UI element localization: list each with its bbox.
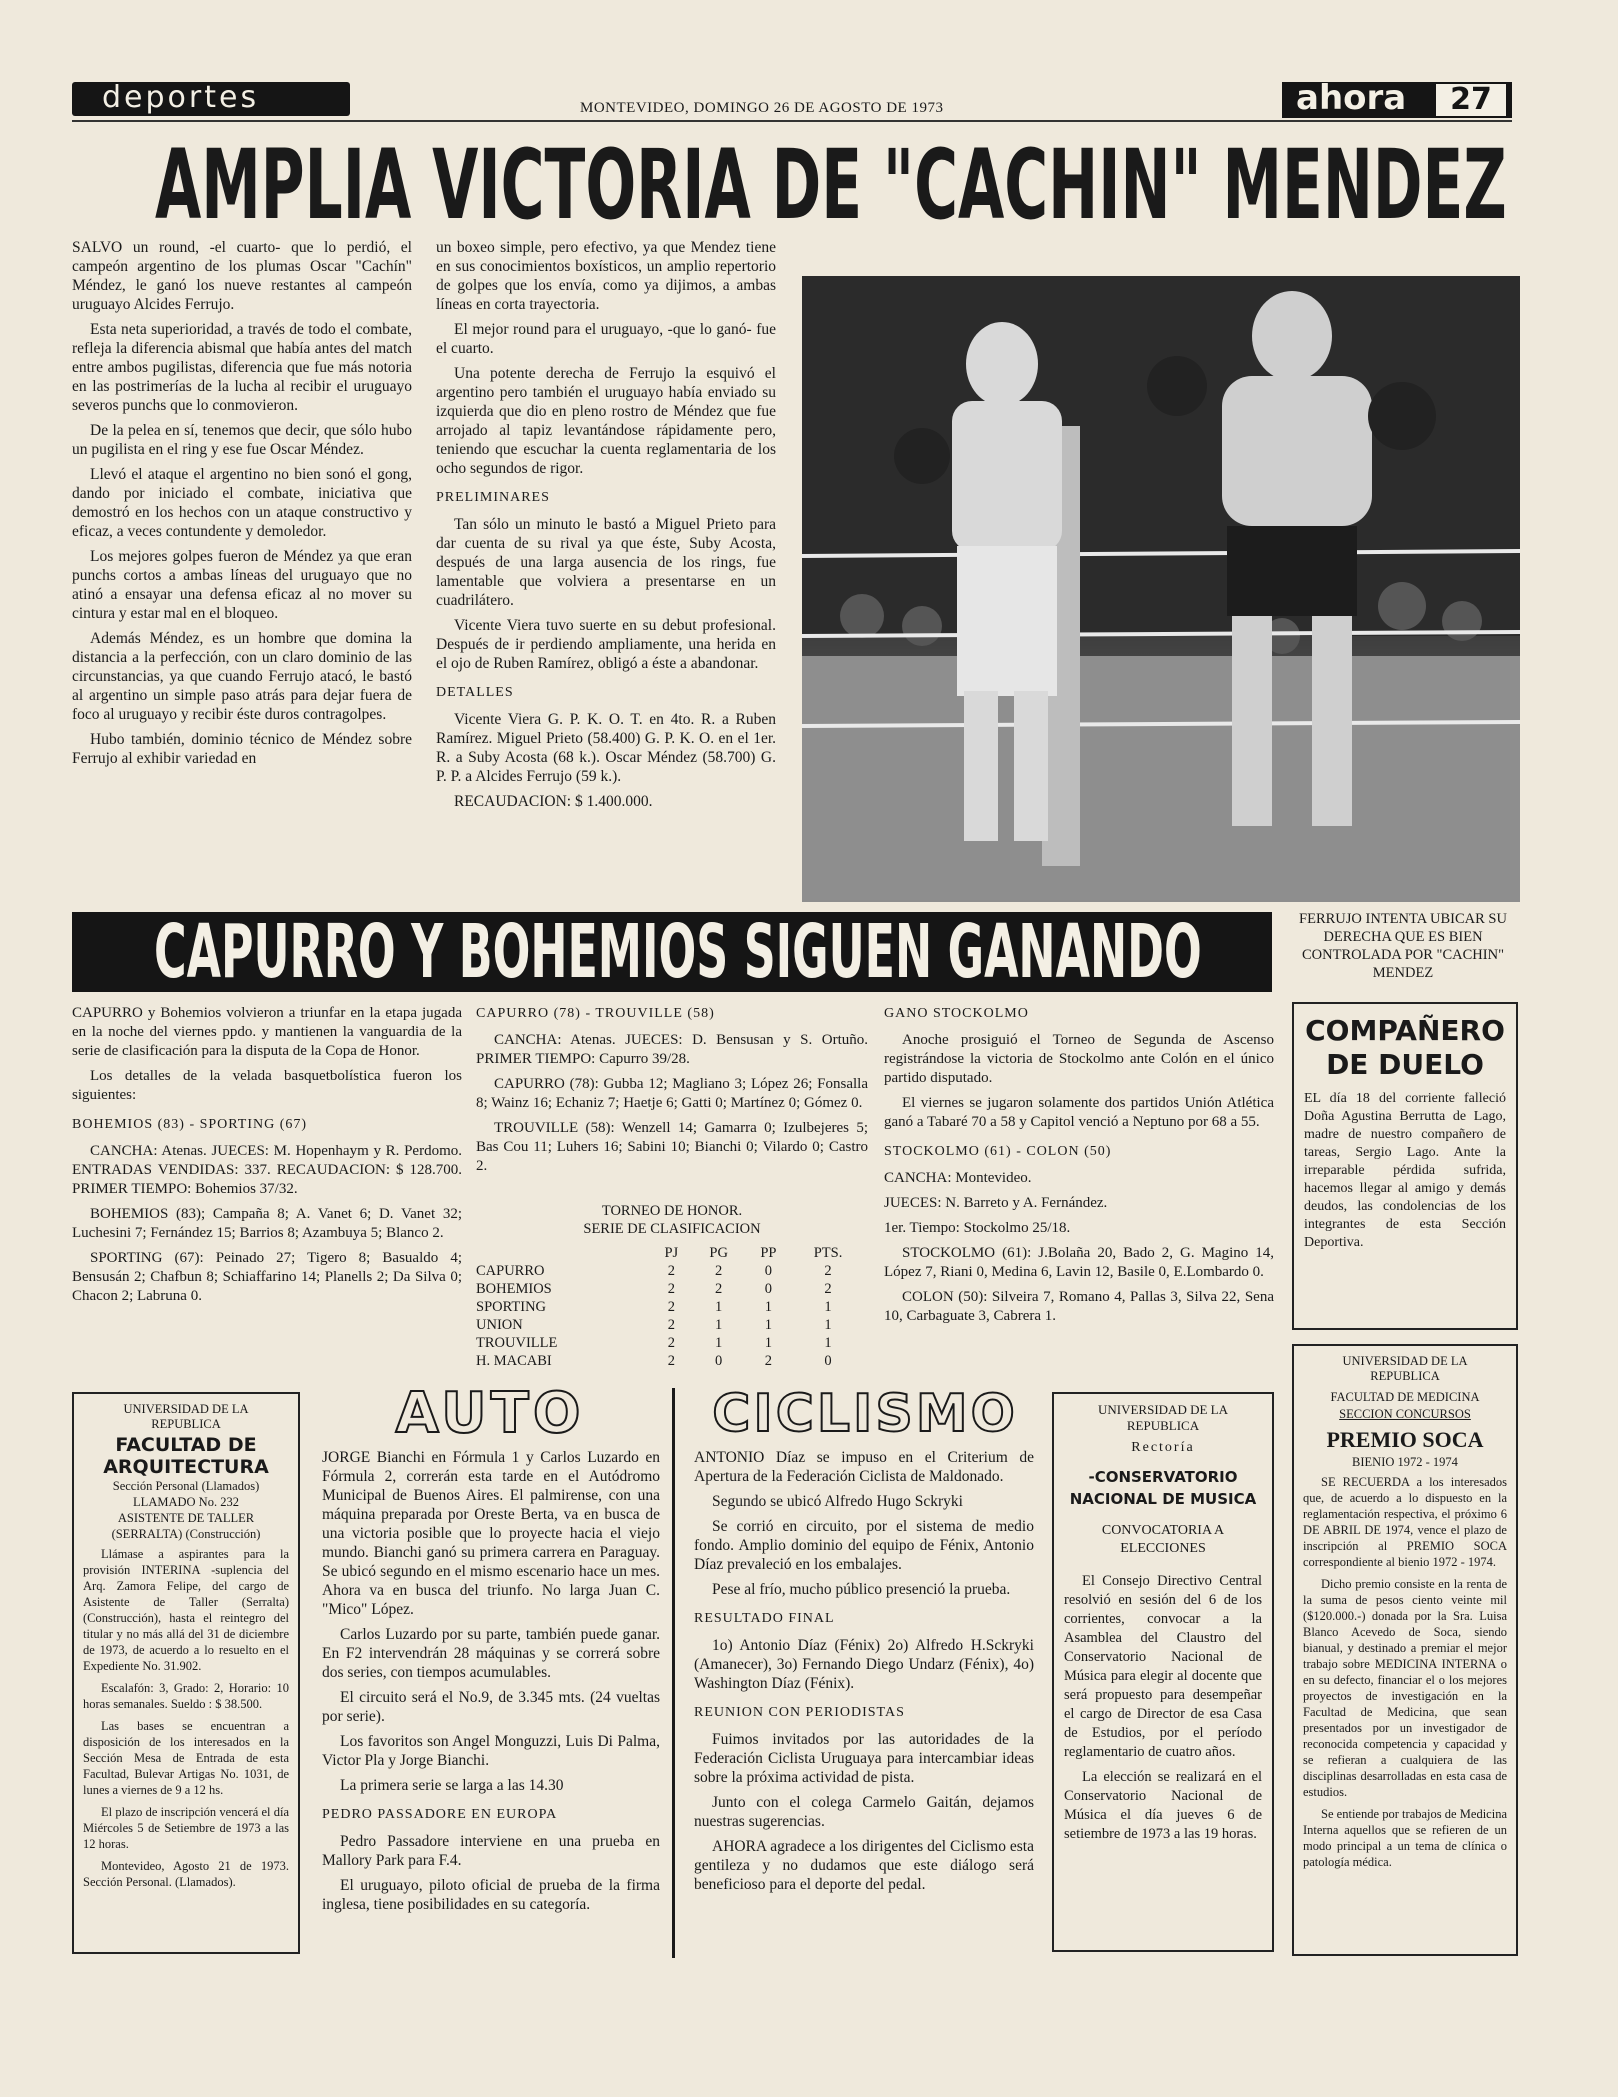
team-name: H. MACABI [476,1353,552,1369]
premio-institution: UNIVERSIDAD DE LA [1342,1354,1468,1368]
game1-paragraph: CANCHA: Atenas. JUECES: M. Hopenhaym y R. Perdomo. ENTRADAS VENDIDAS: 337. RECAUDACION: $ 128.700. PRIMER TIEMPO: Bohemios 37/32. [72,1143,462,1197]
standings-title-2: SERIE DE CLASIFICACION [583,1221,761,1237]
pj-cell: 2 [667,1335,675,1351]
header-rule [72,120,1512,122]
cons-convocatoria-2: ELECCIONES [1120,1541,1206,1556]
page-number: 27 [1436,84,1506,116]
team-name: BOHEMIOS [476,1281,552,1297]
table-row [476,1352,868,1370]
auto-paragraph: Los favoritos son Angel Monguzzi, Luis Di Palma, Victor Pla y Jorge Bianchi. [322,1733,660,1769]
game1-title: BOHEMIOS (83) - SPORTING (67) [72,1117,308,1132]
pts-cell: 1 [824,1299,832,1315]
obituary-title-1: COMPAÑERO [1305,1014,1505,1047]
cons-paragraph: La elección se realizará en el Conservatorio Nacional de Música el día jueves 6 de setiembre de 1973 a las 19 horas. [1064,1769,1262,1842]
conservatorio-box [1052,1392,1274,1952]
ciclismo-sub-paragraph: Junto con el colega Carmelo Gaitán, dejamos nuestras sugerencias. [694,1794,1034,1830]
pj-cell: 2 [667,1353,675,1369]
table-row [476,1280,868,1298]
table-row [476,1316,868,1334]
pts-cell: 2 [824,1281,832,1297]
boxing-paragraph: SALVO un round, -el cuarto- que lo perdió, el campeón argentino de los plumas Oscar "Cachín" Méndez, le ganó los nueve restantes al campeón uruguayo Alcides Ferrujo. [72,239,412,313]
ciclismo-paragraph: Segundo se ubicó Alfredo Hugo Sckryki [712,1493,963,1510]
boxing-paragraph: Esta neta superioridad, a través de todo el combate, refleja la diferencia abismal que había antes del match entre ambos pugilistas, diferencia que fue más notoria en las postrimerías de la lucha al recibir el uruguayo severos punchs que lo conmovieron. [72,321,412,414]
boxing-column-1 [72,238,412,898]
cons-institution-2: REPUBLICA [1126,1418,1200,1433]
preliminares-paragraph: Tan sólo un minuto le bastó a Miguel Prieto para dar cuenta de su rival ya que éste, Suby Acosta, después de una larga ausencia de los rings, fue lamentable que volviera a presentarse en un cuadrilátero. [436,516,776,609]
ciclismo-headline: CICLISMO [712,1384,1018,1444]
standings-table [476,1244,868,1370]
auto-sub-title: PEDRO PASSADORE EN EUROPA [322,1807,558,1822]
pj-cell: 2 [667,1263,675,1279]
game2-paragraph: CAPURRO (78): Gubba 12; Magliano 3; López 26; Fonsalla 8; Wainz 16; Echaniz 7; Haetje 6; Gatti 0; Martínez 0; Gómez 0. [476,1076,868,1111]
premio-institution-2: REPUBLICA [1370,1369,1440,1383]
auto-column [322,1448,660,1968]
ciclismo-sub-paragraph: AHORA agradece a los dirigentes del Ciclismo esta gentileza y no dudamos que este diálogo será beneficioso para el deporte del pedal. [694,1838,1034,1893]
auto-sub-paragraph: El uruguayo, piloto oficial de prueba de la firma inglesa, tiene posibilidades en su categoría. [322,1877,660,1913]
col3-paragraph: Anoche prosiguió el Torneo de Segunda de Ascenso registrándose la victoria de Stockolmo ante Colón en el único partido disputado. [884,1032,1274,1086]
game3-title: STOCKOLMO (61) - COLON (50) [884,1144,1112,1159]
pg-cell: 2 [715,1263,723,1279]
arq-position: ASISTENTE DE TALLER [117,1511,255,1525]
basketball-headline: CAPURRO Y BOHEMIOS SIGUEN GANANDO [154,912,1202,992]
boxing-paragraph: Una potente derecha de Ferrujo la esquivó el argentino pero también el uruguayo había enviado su izquierda que dio en pleno rostro de Méndez que fue arrojado al tapiz levantándose rápidamente pero, teniendo que escuchar la cuenta reglamentaria de los ocho segundos de rigor. [436,365,776,477]
table-header: PJ [664,1245,679,1261]
premio-biennium: BIENIO 1972 - 1974 [1352,1455,1458,1469]
arquitectura-box [72,1392,300,1954]
basketball-column-3 [884,1004,1274,1384]
cons-convocatoria: CONVOCATORIA A [1101,1523,1225,1538]
arq-body [83,1546,289,1896]
ciclismo-sub-title: REUNION CON PERIODISTAS [694,1705,905,1720]
premio-box [1292,1344,1518,1956]
table-header: PTS. [813,1245,843,1261]
arq-paragraph: Montevideo, Agosto 21 de 1973. Sección Personal. (Llamados). [83,1859,289,1889]
cons-paragraph: El Consejo Directivo Central resolvió en sesión del 6 de los corrientes, convocar a la Asamblea del Claustro del Conservatorio Nacional de Música para elegir al docente que será propuesto para desempeñar el cargo de Director de esa Casa de Estudios, por el período reglamentario de cuatro años. [1064,1573,1262,1760]
cons-rectoria: Rectoría [1131,1440,1195,1455]
cons-title-1: -CONSERVATORIO [1088,1468,1238,1486]
pj-cell: 2 [667,1299,675,1315]
pg-cell: 1 [715,1335,723,1351]
auto-sub-paragraph: Pedro Passadore interviene en una prueba en Mallory Park para F.4. [322,1833,660,1869]
auto-paragraph: La primera serie se larga a las 14.30 [340,1777,564,1794]
arq-paragraph: Escalafón: 3, Grado: 2, Horario: 10 horas semanales. Sueldo : $ 38.500. [83,1681,289,1711]
arq-paragraph: Llámase a aspirantes para la provisión INTERINA -suplencia del Arq. Zamora Felipe, del cargo de Asistente de Taller (Serralta) (Construcción), hasta el reintegro del titular y no más allá del 31 de diciembre de 1973, de acuerdo a lo resuelto en el Expediente No. 31.902. [83,1547,289,1673]
arq-institution: UNIVERSIDAD DE LA [123,1402,249,1416]
game1-paragraph: BOHEMIOS (83); Campaña 8; A. Vanet 6; D. Vanet 32; Luchesini 7; Fernández 15; Barrios 8; Azambuya 5; Blanco 2. [72,1206,462,1241]
boxing-paragraph: Además Méndez, es un hombre que domina la distancia a la perfección, con un claro dominio de las circunstancias, ya que cuando Ferrujo atacó, le bastó al argentino un simple paso atrás para dejar fuera de foco al uruguayo y recibir éste duros contragolpes. [72,630,412,723]
boxing-paragraph: Hubo también, dominio técnico de Méndez sobre Ferrujo al exhibir variedad en [72,731,412,767]
brand-banner [1282,78,1512,118]
team-name: UNION [476,1317,523,1333]
basketball-intro: Los detalles de la velada basquetbolística fueron los siguientes: [72,1068,462,1103]
arq-paragraph: Las bases se encuentran a disposición de los interesados en la Sección Mesa de Entrada de esta Facultad, Bulevar Artigas No. 1031, de lunes a viernes de 9 a 12 hs. [83,1719,289,1797]
game3-paragraph: JUECES: N. Barreto y A. Fernández. [884,1195,1108,1211]
arq-section: Sección Personal (Llamados) [112,1479,260,1493]
column-divider [672,1388,675,1958]
game3-paragraph: CANCHA: Montevideo. [884,1170,1032,1186]
pts-cell: 0 [824,1353,832,1369]
premio-paragraph: Se entiende por trabajos de Medicina Interna aquellos que se refieren de un modo principal a un tema de clínica o patología médica. [1303,1807,1507,1869]
table-row [476,1262,868,1280]
pp-cell: 2 [764,1353,773,1369]
pj-cell: 2 [667,1317,675,1333]
game2-title: CAPURRO (78) - TROUVILLE (58) [476,1006,715,1021]
arq-paragraph: El plazo de inscripción vencerá el día Miércoles 5 de Setiembre de 1973 a las 12 horas. [83,1805,289,1851]
premio-paragraph: Dicho premio consiste en la renta de la suma de pesos ciento veinte mil ($120.000.-) donada por la Sra. Luisa Blanco Acevedo de Soca, siendo bianual, y destinado a premiar el mejor trabajo sobre MEDICINA INTERNA o en su defecto, financiar el o los mejores proyectos de investigación en la Facultad de Medicina, que sean presentados por un investigador de reconocida competencia y capacidad y se refieran a cualquiera de las disciplinas desarrolladas en esta casa de estudios. [1303,1577,1507,1799]
premio-faculty: FACULTAD DE MEDICINA [1330,1390,1480,1404]
game2-paragraph: TROUVILLE (58): Wenzell 14; Gamarra 0; Izulbejeres 5; Bas Cou 11; Luhers 16; Sabini 10; Bianchi 0; Vilardo 0; Castro 2. [476,1120,868,1174]
ciclismo-sub-paragraph: Fuimos invitados por las autoridades de la Federación Ciclista Uruguaya para intercambiar ideas sobre la próxima actividad de pista. [694,1731,1034,1786]
obituary-box [1292,1002,1518,1330]
cons-title-2: NACIONAL DE MUSICA [1069,1490,1257,1508]
boxing-paragraph: De la pelea en sí, tenemos que decir, que sólo hubo un pugilista en el ring y ese fue Oscar Méndez. [72,422,412,458]
pp-cell: 0 [764,1281,773,1297]
ciclismo-paragraph: Pese al frío, mucho público presenció la prueba. [712,1581,1011,1598]
col3-title: GANO STOCKOLMO [884,1006,1029,1021]
basketball-intro: CAPURRO y Bohemios volvieron a triunfar en la etapa jugada en la noche del viernes ppdo. y mantienen la vanguardia de la serie de clasificación para la disputa de la Copa de Honor. [72,1005,462,1059]
cons-institution: UNIVERSIDAD DE LA [1098,1402,1228,1417]
auto-headline: AUTO [395,1381,585,1446]
pts-cell: 1 [824,1317,832,1333]
standings-title-1: TORNEO DE HONOR. [601,1203,743,1219]
premio-section: SECCION CONCURSOS [1339,1407,1471,1421]
table-header-row [476,1244,868,1262]
boxing-paragraph: Llevó el ataque el argentino no bien sonó el gong, dando por iniciado el combate, iniciativa que demostró en los hechos con un ataque constructivo y eficaz, a veces contundente y demoledor. [72,466,412,540]
premio-title: PREMIO SOCA [1326,1427,1484,1452]
detalles-paragraph: Vicente Viera G. P. K. O. T. en 4to. R. a Ruben Ramírez. Miguel Prieto (58.400) G. P. K. O. en el 1er. R. a Suby Acosta (68 k.). Oscar Méndez (58.700) G. P. P. a Alcides Ferrujo (59 k.). [436,711,776,785]
boxing-photo [802,276,1520,902]
standings-block [476,1202,868,1370]
team-name: CAPURRO [476,1263,545,1279]
team-name: SPORTING [476,1299,547,1315]
pg-cell: 2 [715,1281,723,1297]
basketball-headline-bar [72,912,1272,992]
boxing-headline-wrap [155,129,1507,245]
ciclismo-column [694,1448,1034,1968]
game1-paragraph: SPORTING (67): Peinado 27; Tigero 8; Basualdo 4; Bensusán 2; Chafbun 8; Schiaffarino 14; Planells 2; Da Silva 0; Chacon 2; Labruna 0. [72,1250,462,1304]
auto-paragraph: JORGE Bianchi en Fórmula 1 y Carlos Luzardo en Fórmula 2, correrán esta tarde en el Autódromo Municipal de Buenos Aires. El palmirense, con una máquina preparada por Oreste Berta, va en busca de una victoria posible que lo proyecte hacia el viejo mundo. Bianchi ganó su primera carrera en Paraguay. Se ubicó segundo en el mismo escenario hace un mes. Ahora va en busca del triunfo. No larga Juan C. "Mico" López. [322,1449,660,1618]
pts-cell: 1 [824,1335,832,1351]
boxing-paragraph: un boxeo simple, pero efectivo, ya que Mendez tiene en sus conocimientos boxísticos, un amplio repertorio de golpes que los envía, como ya dijimos, a ambas líneas en corta trayectoria. [436,239,776,313]
detalles-title: DETALLES [436,685,514,700]
pg-cell: 1 [715,1317,723,1333]
pp-cell: 1 [764,1335,773,1351]
game2-paragraph: CANCHA: Atenas. JUECES: D. Bensusan y S. Ortuño. PRIMER TIEMPO: Capurro 39/28. [476,1032,868,1067]
ciclismo-result: 1o) Antonio Díaz (Fénix) 2o) Alfredo H.Sckryki (Amanecer), 3o) Fernando Diego Undarz (Fénix), 4o) Washington Díaz (Fénix). [694,1637,1034,1692]
table-header: PG [709,1245,728,1261]
arq-llamado: LLAMADO No. 232 [133,1495,239,1509]
boxing-column-2 [436,238,776,898]
preliminares-paragraph: Vicente Viera tuvo suerte en su debut profesional. Después de ir perdiendo ampliamente, una herida en el ojo de Ruben Ramírez, obligó a éste a abandonar. [436,617,776,672]
pp-cell: 0 [764,1263,773,1279]
boxing-photo-art [802,276,1520,902]
arq-faculty-2: ARQUITECTURA [103,1456,269,1478]
detalles-paragraph: RECAUDACION: $ 1.400.000. [454,793,653,810]
section-banner [72,82,350,116]
col3-paragraph: El viernes se jugaron solamente dos partidos Unión Atlética ganó a Tabaré 70 a 58 y Capitol venció a Neptuno por 68 a 55. [884,1095,1274,1130]
game3-paragraph: COLON (50): Silveira 7, Romano 4, Pallas 3, Silva 22, Sena 10, Carbaguate 3, Cabrera 1. [884,1289,1274,1324]
dateline: MONTEVIDEO, DOMINGO 26 DE AGOSTO DE 1973 [580,100,944,116]
ciclismo-paragraph: Se corrió en circuito, por el sistema de medio fondo. Amplio dominio del equipo de Fénix, Antonio Díaz prevaleció en los embalajes. [694,1518,1034,1573]
ciclismo-result-title: RESULTADO FINAL [694,1611,835,1626]
pts-cell: 2 [824,1263,832,1279]
arq-faculty-1: FACULTAD DE [115,1434,257,1456]
pg-cell: 0 [715,1353,723,1369]
game3-paragraph: 1er. Tiempo: Stockolmo 25/18. [884,1220,1071,1236]
pp-cell: 1 [764,1317,773,1333]
brand-logo: ahora [1296,78,1407,118]
auto-paragraph: El circuito será el No.9, de 3.345 mts. (24 vueltas por serie). [322,1689,660,1725]
team-name: TROUVILLE [476,1335,558,1351]
obituary-text: EL día 18 del corriente falleció Doña Agustina Berrutta de Lago, madre de nuestro compañero de tareas, Sergio Lago. Ante la irreparable pérdida sufrida, hacemos llegar al amigo y demás deudos, las condolencias de los integrantes de esta Sección Deportiva. [1304,1091,1506,1250]
game3-paragraph: STOCKOLMO (61): J.Bolaña 20, Bado 2, G. Magino 14, López 7, Riani 0, Medina 6, Lavin 12, Basile 0, E.Lombardo 0. [884,1245,1274,1280]
basketball-column-1 [72,1004,462,1384]
table-header: PP [760,1245,777,1261]
ciclismo-paragraph: ANTONIO Díaz se impuso en el Criterium de Apertura de la Federación Ciclista de Maldonado. [694,1449,1034,1485]
boxing-paragraph: Los mejores golpes fueron de Méndez ya que eran punchs cortos a ambas líneas del uruguayo que no atinó a ensayar una defensa eficaz al no mover su cintura y estar mal en el bloqueo. [72,548,412,622]
premio-body [1303,1474,1507,1876]
section-label: deportes [102,80,260,115]
premio-paragraph: SE RECUERDA a los interesados que, de acuerdo a lo dispuesto en la reglamentación respectiva, el próximo 6 DE ABRIL DE 1974, vence el plazo de inscripción al PREMIO SOCA correspondiente al bienio 1972 - 1974. [1303,1475,1507,1569]
arq-position-2: (SERRALTA) (Construcción) [111,1527,261,1541]
preliminares-title: PRELIMINARES [436,490,550,505]
pp-cell: 1 [764,1299,773,1315]
pj-cell: 2 [667,1281,675,1297]
photo-caption: FERRUJO INTENTA UBICAR SU DERECHA QUE ES BIEN CONTROLADA POR "CACHIN" MENDEZ [1299,911,1507,981]
pg-cell: 1 [715,1299,723,1315]
boxing-headline: AMPLIA VICTORIA DE "CACHIN" MENDEZ [155,129,1507,241]
cons-body [1064,1572,1262,1850]
table-row [476,1334,868,1352]
arq-institution-2: REPUBLICA [151,1417,221,1431]
table-row [476,1298,868,1316]
auto-paragraph: Carlos Luzardo por su parte, también puede ganar. En F2 intervendrán 28 máquinas y se correrá sobre dos series, con tiempos acumulables. [322,1626,660,1681]
obituary-title-2: DE DUELO [1326,1048,1484,1081]
boxing-paragraph: El mejor round para el uruguayo, -que lo ganó- fue el cuarto. [436,321,776,357]
